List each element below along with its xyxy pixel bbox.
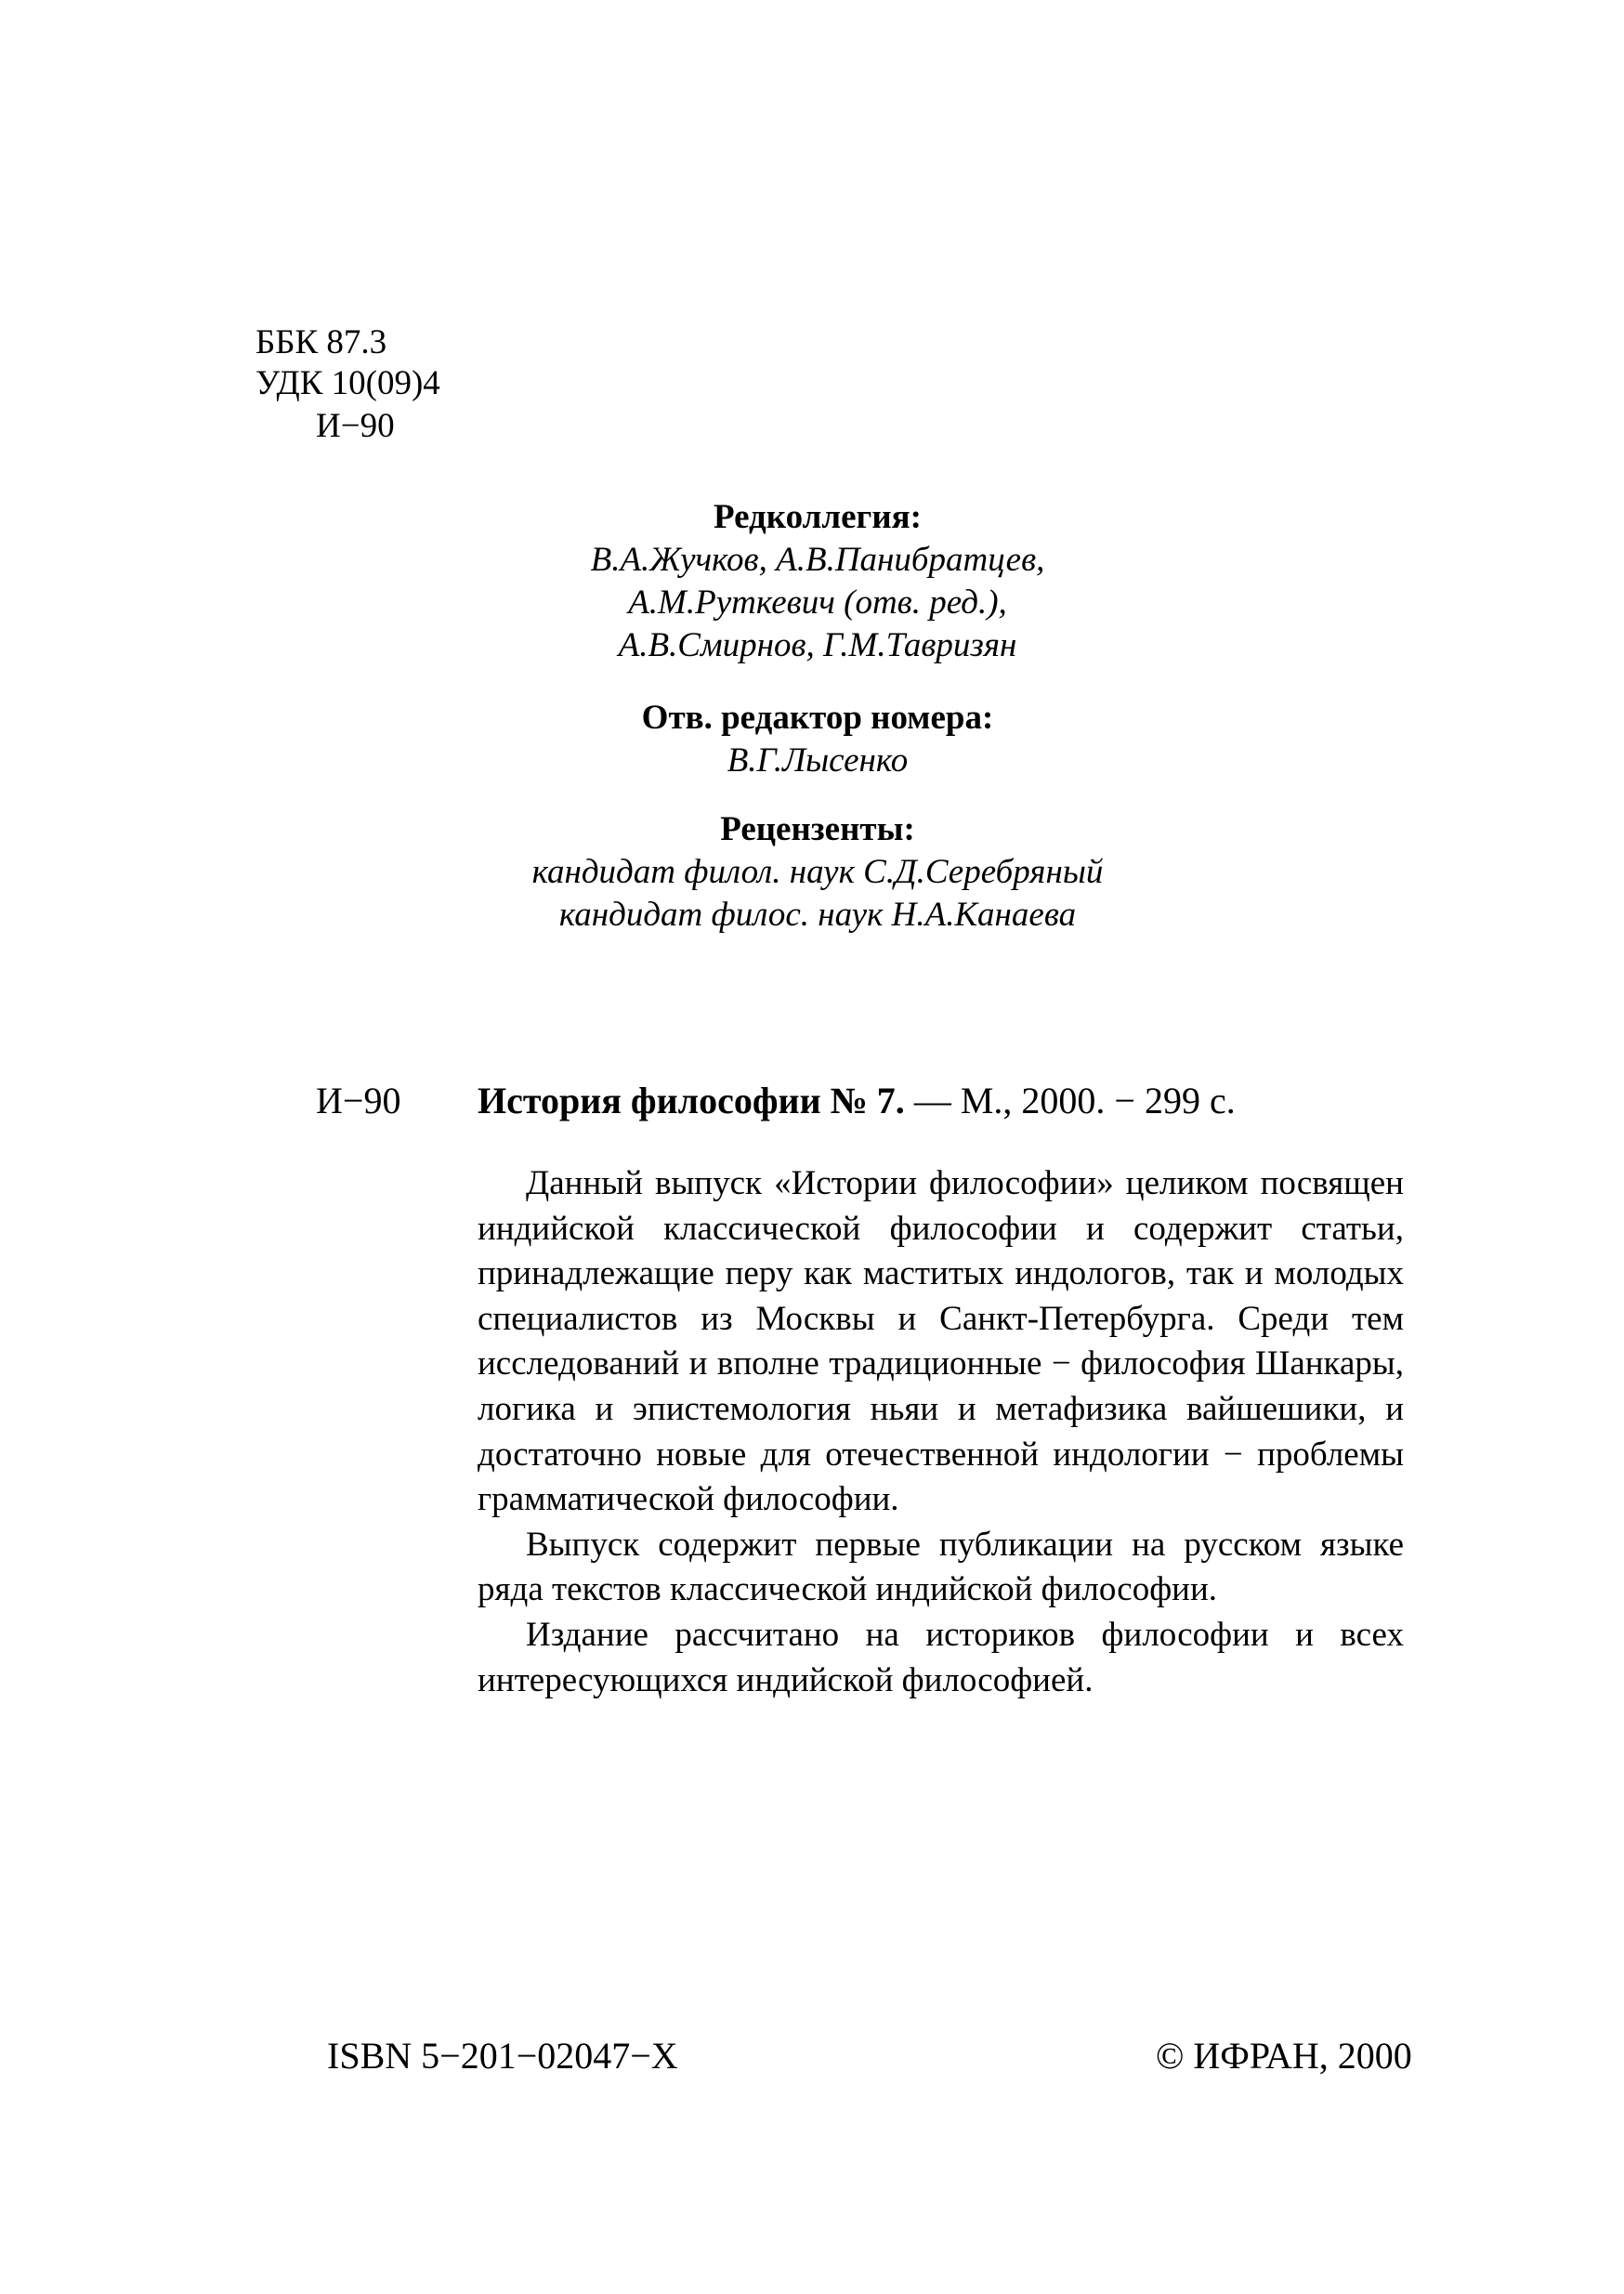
bibliographic-entry — [478, 1078, 1236, 1124]
editorial-board-line: А.М.Руткевич (отв. ред.), — [628, 583, 1007, 622]
editorial-board-heading: Редколлегия: — [713, 498, 922, 536]
issue-editor-heading: Отв. редактор номера: — [641, 699, 994, 737]
book-title: История философии № 7. — [478, 1080, 905, 1121]
author-sign-code: И−90 — [316, 407, 395, 445]
book-details: — М., 2000. − 299 с. — [904, 1080, 1236, 1121]
isbn: ISBN 5−201−02047−X — [327, 2035, 678, 2077]
bibliographic-code: И−90 — [316, 1080, 401, 1121]
copyright: © ИФРАН, 2000 — [1156, 2035, 1412, 2077]
editorial-board-line: А.В.Смирнов, Г.М.Тавризян — [618, 626, 1017, 664]
editorial-board-line: В.А.Жучков, А.В.Панибратцев, — [590, 541, 1045, 579]
abstract-paragraph: Данный выпуск «Истории философии» целиком посвящен индийской классической философии и содержит статьи, принадлежащие перу как маститых индологов, так и молодых специалистов из Москвы и Санкт-Петербурга. Среди тем исследований и вполне традиционные − философия Шанкары, логика и эпистемология ньяи и метафизика вайшешики, и достаточно новые для отечественной индологии − проблемы грамматической философии. — [478, 1164, 1404, 1519]
udk-code: УДК 10(09)4 — [255, 364, 440, 402]
abstract — [478, 1161, 1404, 1703]
issue-editor — [465, 697, 1171, 782]
reviewers — [465, 808, 1171, 937]
reviewers-heading: Рецензенты: — [720, 810, 915, 848]
reviewer-line: кандидат филол. наук С.Д.Серебряный — [531, 853, 1104, 891]
editorial-board — [465, 496, 1171, 667]
reviewer-line: кандидат филос. наук Н.А.Канаева — [558, 896, 1077, 934]
abstract-paragraph: Выпуск содержит первые публикации на русском языке ряда текстов классической индийской философии. — [478, 1525, 1404, 1609]
issue-editor-name: В.Г.Лысенко — [727, 741, 909, 780]
abstract-paragraph: Издание рассчитано на историков философии и всех интересующихся индийской философией. — [478, 1615, 1404, 1699]
bbk-code: ББК 87.3 — [255, 323, 387, 361]
